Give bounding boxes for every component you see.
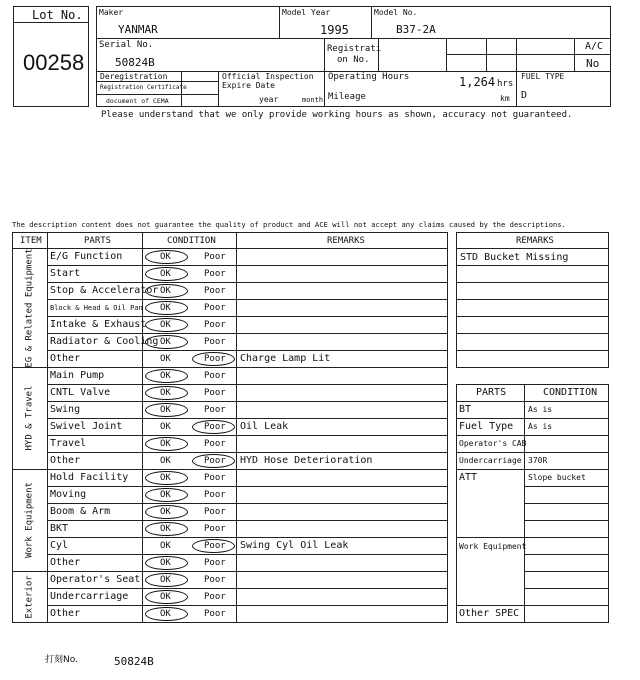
part-label-other: Other — [50, 455, 81, 466]
poor-option: Poor — [204, 473, 226, 483]
ok-option: OK — [160, 524, 171, 534]
operating-hours-value: 1,264 — [459, 75, 496, 89]
poor-selected-circle — [192, 352, 235, 366]
att-label: ATT — [459, 472, 478, 483]
ok-selected-circle — [145, 437, 188, 451]
ok-selected-circle — [145, 301, 188, 315]
part-label-radiator-cooling: Radiator & Cooling — [50, 336, 159, 347]
part-label-cyl: Cyl — [50, 540, 69, 551]
poor-option: Poor — [204, 286, 226, 296]
part-label-swing: Swing — [50, 404, 81, 415]
parts-row-bt-condition: As is — [528, 405, 553, 414]
part-label-e-g-function: E/G Function — [50, 251, 123, 262]
fuel-type-label: FUEL TYPE — [521, 72, 565, 81]
ok-selected-circle — [145, 607, 188, 621]
poor-option: Poor — [204, 524, 226, 534]
remarks-table-row: STD Bucket Missing — [460, 252, 569, 263]
hours-accuracy-notice: Please understand that we only provide working hours as shown, accuracy not guaranteed. — [101, 110, 573, 120]
poor-option: Poor — [204, 320, 226, 330]
km-label: km — [500, 94, 510, 103]
group-label-hyd: HYD & Travel — [24, 385, 35, 451]
group-label-eg: EG & Related Equipment — [24, 248, 35, 368]
poor-option: Poor — [204, 490, 226, 500]
ok-selected-circle — [145, 556, 188, 570]
poor-option: Poor — [204, 507, 226, 517]
model-year-label: Model Year — [282, 8, 331, 17]
ok-option: OK — [160, 320, 171, 330]
remark-other: Charge Lamp Lit — [240, 353, 331, 364]
poor-selected-circle — [192, 539, 235, 553]
poor-option: Poor — [204, 592, 226, 602]
inspection-label-line1: Official Inspection — [222, 72, 314, 81]
serial-label: Serial No. — [99, 40, 154, 50]
part-label-moving: Moving — [50, 489, 87, 500]
other-spec-label: Other SPEC — [459, 608, 520, 619]
ok-option: OK — [160, 609, 171, 619]
parts-row-undercarriage: Undercarriage — [459, 456, 522, 465]
fuel-type-value: D — [521, 90, 528, 101]
part-label-cntl-valve: CNTL Valve — [50, 387, 111, 398]
ok-selected-circle — [145, 318, 188, 332]
part-label-other: Other — [50, 353, 81, 364]
att-value-1: Slope bucket — [528, 473, 586, 482]
registration-certificate-label: Registration Certificate — [100, 84, 187, 91]
remarks-table-header: REMARKS — [516, 236, 554, 246]
ok-option: OK — [160, 456, 171, 466]
ok-option: OK — [160, 405, 171, 415]
parts-table-condition-header: CONDITION — [543, 387, 598, 398]
remark-cyl: Swing Cyl Oil Leak — [240, 540, 349, 551]
part-label-other: Other — [50, 608, 81, 619]
ok-option: OK — [160, 490, 171, 500]
ok-option: OK — [160, 541, 171, 551]
parts-row-undercarriage-condition: 370R — [528, 456, 548, 465]
ok-option: OK — [160, 558, 171, 568]
ok-option: OK — [160, 575, 171, 585]
ok-option: OK — [160, 286, 171, 296]
parts-table-parts-header: PARTS — [476, 387, 507, 398]
condition-header: CONDITION — [167, 236, 216, 246]
work-equipment-label: Work Equipment — [459, 542, 527, 551]
poor-option: Poor — [204, 575, 226, 585]
part-label-swivel-joint: Swivel Joint — [50, 421, 123, 432]
operating-hours-label: Operating Hours — [328, 72, 410, 82]
parts-row-fuel-type: Fuel Type — [459, 421, 514, 432]
ok-option: OK — [160, 354, 171, 364]
parts-row-fuel-type-condition: As is — [528, 422, 553, 431]
ok-selected-circle — [145, 573, 188, 587]
ok-selected-circle — [145, 505, 188, 519]
part-label-main-pump: Main Pump — [50, 370, 105, 381]
poor-option: Poor — [204, 337, 226, 347]
maker-label: Maker — [99, 8, 124, 17]
part-label-stop-accelerator: Stop & Accelerator — [50, 285, 159, 296]
parts-row-bt: BT — [459, 404, 472, 415]
group-label-work: Work Equipment — [24, 482, 35, 558]
ok-selected-circle — [145, 369, 188, 383]
ok-selected-circle — [145, 250, 188, 264]
lot-number: 00258 — [23, 50, 85, 75]
part-label-intake-exhaust: Intake & Exhaust — [50, 319, 147, 330]
serial-value: 50824B — [115, 56, 155, 69]
part-label-boom-arm: Boom & Arm — [50, 506, 111, 517]
deregistration-label: Deregistration — [100, 72, 168, 81]
poor-option: Poor — [204, 439, 226, 449]
ok-selected-circle — [145, 335, 188, 349]
part-label-travel: Travel — [50, 438, 87, 449]
model-no-label: Model No. — [374, 8, 418, 17]
ok-selected-circle — [145, 386, 188, 400]
part-label-operator-s-seat: Operator's Seat — [50, 574, 141, 585]
ok-selected-circle — [145, 590, 188, 604]
remark-other: HYD Hose Deterioration — [240, 455, 373, 466]
poor-option: Poor — [204, 303, 226, 313]
parts-header: PARTS — [84, 236, 112, 246]
poor-option: Poor — [204, 609, 226, 619]
ok-selected-circle — [145, 471, 188, 485]
month-label: month — [302, 96, 324, 104]
ac-value: No — [586, 57, 600, 70]
part-label-undercarriage: Undercarriage — [50, 591, 129, 602]
mileage-label: Mileage — [328, 92, 366, 102]
parts-row-operator-cab: Operator's CAB — [459, 439, 527, 448]
part-label-block-head-oil-pan: Block & Head & Oil Pan — [50, 304, 143, 312]
part-label-bkt: BKT — [50, 523, 69, 534]
ok-selected-circle — [145, 267, 188, 281]
maker-value: YANMAR — [118, 23, 158, 36]
ok-option: OK — [160, 337, 171, 347]
remark-swivel-joint: Oil Leak — [240, 421, 289, 432]
stamp-value: 50824B — [114, 655, 154, 668]
ok-option: OK — [160, 592, 171, 602]
ok-option: OK — [160, 439, 171, 449]
stamp-label: 打刻No. — [45, 655, 78, 665]
registration-label-line1: Registrati — [327, 44, 382, 54]
poor-selected-circle — [192, 420, 235, 434]
lot-label: Lot No. — [32, 8, 83, 22]
poor-selected-circle — [192, 454, 235, 468]
ok-option: OK — [160, 303, 171, 313]
poor-option: Poor — [204, 388, 226, 398]
year-label: year — [259, 95, 279, 104]
ok-option: OK — [160, 388, 171, 398]
ok-selected-circle — [145, 488, 188, 502]
registration-label-line2: on No. — [337, 55, 370, 65]
poor-option: Poor — [204, 422, 226, 432]
hrs-label: hrs — [497, 79, 514, 89]
ok-selected-circle — [145, 403, 188, 417]
part-label-start: Start — [50, 268, 81, 279]
part-label-other: Other — [50, 557, 81, 568]
poor-option: Poor — [204, 252, 226, 262]
ok-option: OK — [160, 507, 171, 517]
remarks-header: REMARKS — [327, 236, 365, 246]
poor-option: Poor — [204, 456, 226, 466]
cema-label: document of CEMA — [106, 97, 169, 105]
ac-label: A/C — [585, 41, 604, 52]
ok-selected-circle — [145, 522, 188, 536]
model-no-value: B37-2A — [396, 23, 436, 36]
inspection-label-line2: Expire Date — [222, 81, 275, 90]
ok-option: OK — [160, 269, 171, 279]
poor-option: Poor — [204, 371, 226, 381]
ok-option: OK — [160, 371, 171, 381]
group-label-exterior: Exterior — [24, 575, 35, 619]
item-header: ITEM — [20, 236, 42, 246]
description-notice: The description content does not guarantee the quality of product and ACE will not accept any claims caused by the descriptions. — [12, 220, 566, 229]
poor-option: Poor — [204, 558, 226, 568]
poor-option: Poor — [204, 405, 226, 415]
ok-selected-circle — [145, 284, 188, 298]
part-label-hold-facility: Hold Facility — [50, 472, 129, 483]
ok-option: OK — [160, 422, 171, 432]
model-year-value: 1995 — [320, 23, 349, 37]
ok-option: OK — [160, 473, 171, 483]
poor-option: Poor — [204, 354, 226, 364]
poor-option: Poor — [204, 541, 226, 551]
ok-option: OK — [160, 252, 171, 262]
poor-option: Poor — [204, 269, 226, 279]
